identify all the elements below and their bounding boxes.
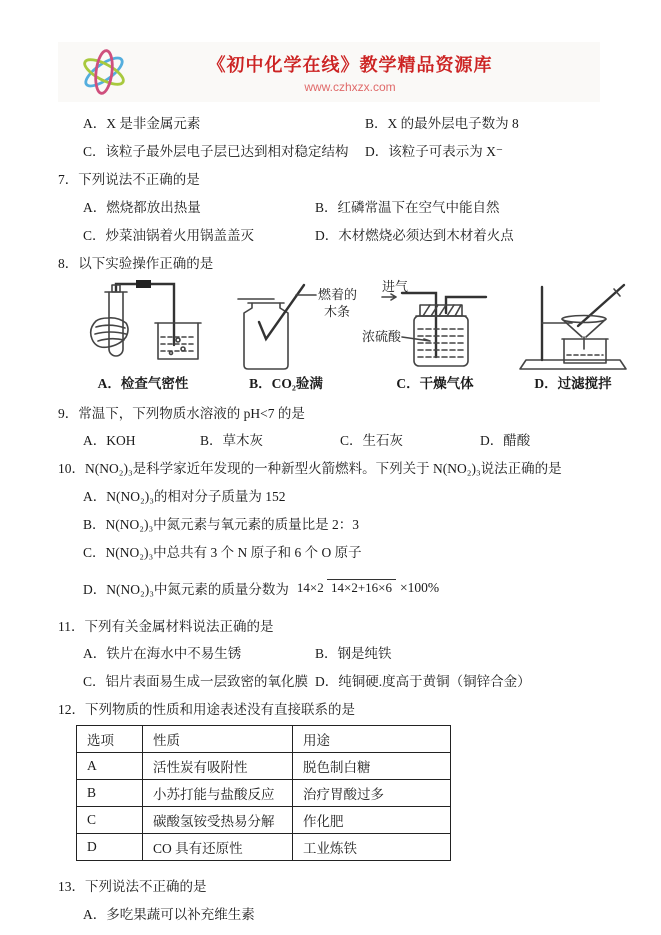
q6-option-a: A．X 是非金属元素	[83, 116, 201, 131]
table-cell: 脱色制白糖	[293, 753, 451, 780]
q7-options-row-1	[58, 192, 633, 220]
q11-options-row-1	[58, 638, 633, 666]
q6-option-c: C．该粒子最外层电子层已达到相对稳定结构	[83, 144, 349, 159]
q8-figures	[74, 279, 633, 392]
q11-option-c: C．铝片表面易生成一层致密的氧化膜	[83, 674, 309, 689]
q9-option-d: D．醋酸	[480, 433, 531, 448]
fig-c-gas-in-text: 进气	[382, 279, 409, 294]
filter-stand-icon	[510, 279, 636, 371]
fig-gas-drying	[360, 279, 510, 392]
formula-numerator: 14×2	[296, 579, 324, 595]
q7-option-d: D．木材燃烧必须达到木材着火点	[315, 228, 514, 243]
property-use-table	[76, 725, 451, 861]
q10-stem: 10．N(NO₂)₃是科学家近年发现的一种新型火箭燃料。下列关于 N(NO₂)₃说法正确的是	[58, 461, 562, 476]
table-cell: B	[77, 780, 143, 807]
fig-a-caption: A．检查气密性	[97, 376, 189, 391]
table-cell: 小苏打能与盐酸反应	[143, 780, 293, 807]
q11-option-a: A．铁片在海水中不易生锈	[83, 646, 242, 661]
fig-filtering	[510, 279, 636, 392]
q9-stem: 9．常温下，下列物质水溶液的 pH<7 的是	[58, 405, 305, 421]
table-header-property: 性质	[143, 726, 293, 753]
fig-c-acid-text: 浓硫酸	[362, 329, 402, 344]
fig-c-caption: C．干燥气体	[396, 376, 474, 391]
fig-airtightness	[74, 279, 212, 392]
q7-options-row-2	[58, 220, 633, 248]
exam-body	[0, 102, 661, 927]
fig-b-label-line1: 燃着的	[318, 287, 358, 302]
q13-stem: 13．下列说法不正确的是	[58, 879, 207, 894]
table-cell: 活性炭有吸附性	[143, 753, 293, 780]
q7-option-c: C．炒菜油锅着火用锅盖盖灭	[83, 228, 255, 243]
q9-options-row	[58, 425, 633, 453]
q13-option-a: A．多吃果蔬可以补充维生素	[83, 907, 255, 922]
table-header-option: 选项	[77, 726, 143, 753]
table-header-use: 用途	[293, 726, 451, 753]
site-url: www.czhxzx.com	[304, 79, 396, 94]
formula-denominator: 14×2+16×6	[327, 579, 396, 595]
q11-options-row-2	[58, 666, 633, 694]
q6-options-row-2	[58, 136, 633, 164]
table-cell: 治疗胃酸过多	[293, 780, 451, 807]
atom-logo-icon	[68, 44, 140, 100]
q10-option-c: C．N(NO₂)₃中总共有 3 个 N 原子和 6 个 O 原子	[83, 545, 362, 560]
table-header-row	[77, 726, 451, 753]
fig-b-label-line2: 木条	[324, 304, 351, 319]
mass-fraction-formula	[297, 580, 396, 596]
washing-bottle-icon	[360, 279, 510, 371]
table-row	[77, 780, 451, 807]
q10-option-a: A．N(NO₂)₃的相对分子质量为 152	[83, 489, 286, 504]
letterhead	[58, 42, 600, 102]
q9-option-c: C．生石灰	[340, 433, 404, 448]
gas-bottle-splint-icon	[212, 279, 360, 371]
site-title: 《初中化学在线》教学精品资源库	[207, 54, 493, 75]
q10-option-b: B．N(NO₂)₃中氮元素与氧元素的质量比是 2：3	[83, 517, 360, 532]
q11-stem: 11．下列有关金属材料说法正确的是	[58, 618, 274, 634]
formula-suffix: ×100%	[400, 580, 440, 595]
table-cell: 作化肥	[293, 807, 451, 834]
q9-option-a: A．KOH	[83, 433, 136, 448]
table-row	[77, 834, 451, 861]
table-cell: A	[77, 753, 143, 780]
q11-option-b: B．钢是纯铁	[315, 646, 392, 661]
table-cell: CO 具有还原性	[143, 834, 293, 861]
q6-option-d: D．该粒子可表示为 X⁻	[365, 144, 503, 159]
q6-option-b: B．X 的最外层电子数为 8	[365, 116, 519, 131]
fig-b-caption: B．CO₂验满	[249, 376, 323, 391]
q7-stem: 7．下列说法不正确的是	[58, 172, 200, 187]
table-row	[77, 807, 451, 834]
fig-co2-test	[212, 279, 360, 392]
fig-d-caption: D．过滤搅拌	[534, 376, 612, 391]
q7-option-a: A．燃烧都放出热量	[83, 200, 201, 215]
q12-stem: 12．下列物质的性质和用途表述没有直接联系的是	[58, 701, 355, 717]
table-cell: C	[77, 807, 143, 834]
q10-option-d	[58, 565, 633, 611]
letterhead-text	[140, 51, 590, 94]
q7-option-b: B．红磷常温下在空气中能自然	[315, 200, 500, 215]
q6-options-row-1	[58, 108, 633, 136]
table-row	[77, 753, 451, 780]
q8-stem: 8．以下实验操作正确的是	[58, 255, 214, 271]
table-cell: 工业炼铁	[293, 834, 451, 861]
table-cell: D	[77, 834, 143, 861]
table-cell: 碳酸氢铵受热易分解	[143, 807, 293, 834]
airtightness-apparatus-icon	[74, 279, 212, 371]
q11-option-d: D．纯铜硬.度高于黄铜（铜锌合金）	[315, 674, 531, 689]
q9-option-b: B．草木灰	[200, 433, 264, 448]
q10-option-d-prefix: D．N(NO₂)₃中氮元素的质量分数为	[83, 582, 289, 597]
